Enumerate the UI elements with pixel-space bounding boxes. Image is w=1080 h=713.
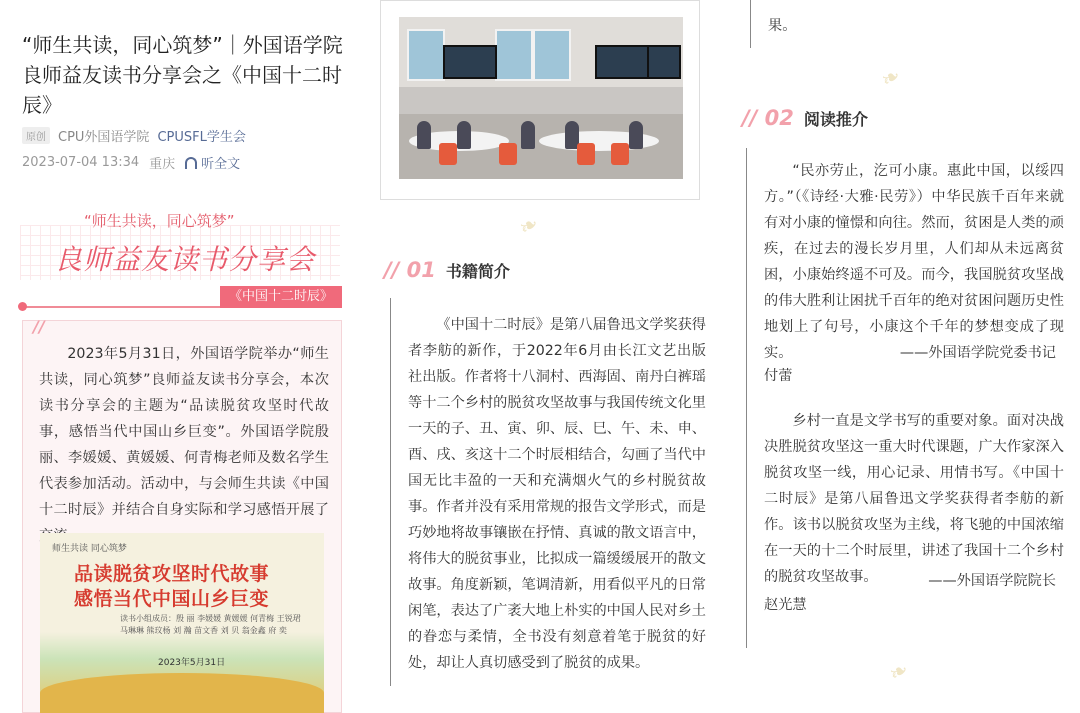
article-meta: [22, 126, 246, 145]
window-shape: [495, 29, 533, 81]
section-number: // 02: [742, 106, 794, 130]
banner-subtitle: “师生共读，同心筑梦”: [84, 212, 235, 230]
headphones-icon: [185, 157, 197, 169]
quote-2-attribution: ——外国语学院院长: [928, 573, 1056, 589]
listen-button[interactable]: [185, 153, 240, 172]
screen-shape: [443, 45, 497, 79]
poster-handwriting: 师生共读 同心筑梦: [52, 544, 127, 554]
screen-shape: [595, 45, 649, 79]
quote-1-name: 付蕾: [764, 368, 793, 384]
chair-shape: [611, 143, 629, 165]
section-title: 阅读推介: [803, 109, 868, 129]
banner-dot: [18, 302, 27, 311]
person-shape: [457, 121, 471, 149]
screen-shape: [647, 45, 681, 79]
slash-decoration: //: [33, 317, 45, 336]
section-rule: [746, 148, 747, 648]
chair-shape: [499, 143, 517, 165]
recommendation-quote-2: 乡村一直是文学书写的重要对象。面对决战决胜脱贫攻坚这一重大时代课题，广大作家深入脱贫攻坚一线，用心记录、用情书写。《中国十二时辰》是第八届鲁迅文学奖获得者李舫的新作。该书以脱贫攻坚为主线，将飞驰的中国浓缩在一天的十二个时辰里，讲述了我国十二个乡村的脱贫攻坚故事。: [764, 413, 1064, 585]
poster-headline-1: 品读脱贫攻坚时代故事: [74, 563, 270, 585]
continued-text: 果。: [768, 18, 797, 34]
photo-scene: [399, 17, 683, 179]
chair-shape: [577, 143, 595, 165]
poster-date: 2023年5月31日: [158, 658, 226, 668]
banner-title: 良师益友读书分享会: [54, 243, 316, 276]
classroom-photo: [380, 0, 700, 200]
article-header-column: [0, 0, 360, 713]
author-name: CPU外国语学院: [58, 130, 150, 145]
quote-2-name: 赵光慧: [764, 597, 807, 613]
book-intro-paragraph: 《中国十二时辰》是第八届鲁迅文学奖获得者李舫的新作，于2022年6月由长江文艺出版社出版。作者将十八洞村、西海固、南丹白裤瑶等十二个乡村的脱贫攻坚故事与我国传统文化里一天的子、丑、寅、卯、辰、巳、午、未、申、酉、戌、亥这十二个时辰相结合，勾画了当代中国无比丰盈的一天和充满烟火气的乡村脱贫故事。作者并没有采用常规的报告文学形式，而是巧妙地将故事镶嵌在抒情、真诚的散文语言中，将伟大的脱贫事业，比拟成一篇缓缓展开的散文故事。角度新颖，笔调清新，用看似平凡的日常闲笔，表达了广袤大地上朴实的中国人民对乡土的眷恋与柔情，全书没有刻意着笔于脱贫的好处，却让人真切感受到了脱贫的成果。: [408, 317, 706, 671]
section-rule: [750, 0, 751, 48]
publish-location: 重庆: [149, 157, 176, 172]
account-link[interactable]: CPUSFL学生会: [157, 130, 246, 145]
recommendation-quote-1: “民亦劳止，汔可小康。惠此中国，以绥四方。”（《诗经·大雅·民劳》）中华民族千百年来就有对小康的憧憬和向往。然而，贫困是人类的顽疾，在过去的漫长岁月里，人们却从未远离贫困，小康始终遥不可及。而今，我国脱贫攻坚战的伟大胜利让困扰千百年的绝对贫困问题历史性地划上了句号，小康这个千年的梦想变成了现实。: [764, 163, 1064, 361]
publish-datetime: 2023-07-04 13:34: [22, 155, 140, 170]
person-shape: [521, 121, 535, 149]
person-shape: [629, 121, 643, 149]
poster-members: 读书小组成员：殷 丽 李媛媛 黄媛媛 何青梅 王锐珺 马琳琳 熊玟杨 刘 瀚 苗文香 刘 贝 翁金鑫 府 奕: [120, 614, 301, 635]
recommendation-column: [720, 0, 1080, 713]
section-rule: [390, 298, 391, 686]
section-title: 书籍简介: [445, 261, 510, 281]
original-badge: 原创: [22, 127, 50, 144]
section-heading-recommend: [742, 106, 868, 130]
book-tag: 《中国十二时辰》: [220, 286, 342, 308]
window-shape: [533, 29, 571, 81]
intro-paragraph: 2023年5月31日，外国语学院举办“师生共读，同心筑梦”良师益友读书分享会，本次读书分享会的主题为“品读脱贫攻坚时代故事，感悟当代中国山乡巨变”。外国语学院殷丽、李媛媛、黄媛媛、何青梅老师及数名学生代表参加活动。活动中，与会师生共读《中国十二时辰》并结合自身实际和学习感悟开展了: [39, 346, 329, 518]
person-shape: [417, 121, 431, 149]
listen-label: 听全文: [201, 157, 241, 172]
poster-headline-2: 感悟当代中国山乡巨变: [74, 588, 270, 610]
event-poster-image: [40, 533, 324, 713]
leaf-decoration: ❧: [884, 657, 914, 688]
article-meta-secondary: [22, 153, 240, 172]
poster-field-graphic: [40, 673, 324, 713]
window-shape: [407, 29, 445, 81]
section-number: // 01: [384, 258, 436, 282]
book-intro-column: [360, 0, 720, 713]
article-title: “师生共读，同心筑梦”｜外国语学院良师益友读书分享会之《中国十二时辰》: [22, 33, 343, 117]
quote-1-attribution: ——外国语学院党委书记: [899, 345, 1056, 361]
leaf-decoration: ❧: [514, 211, 544, 242]
chair-shape: [439, 143, 457, 165]
banner-divider: [22, 306, 232, 308]
section-heading-intro: [384, 258, 510, 282]
leaf-decoration: ❧: [876, 63, 906, 94]
